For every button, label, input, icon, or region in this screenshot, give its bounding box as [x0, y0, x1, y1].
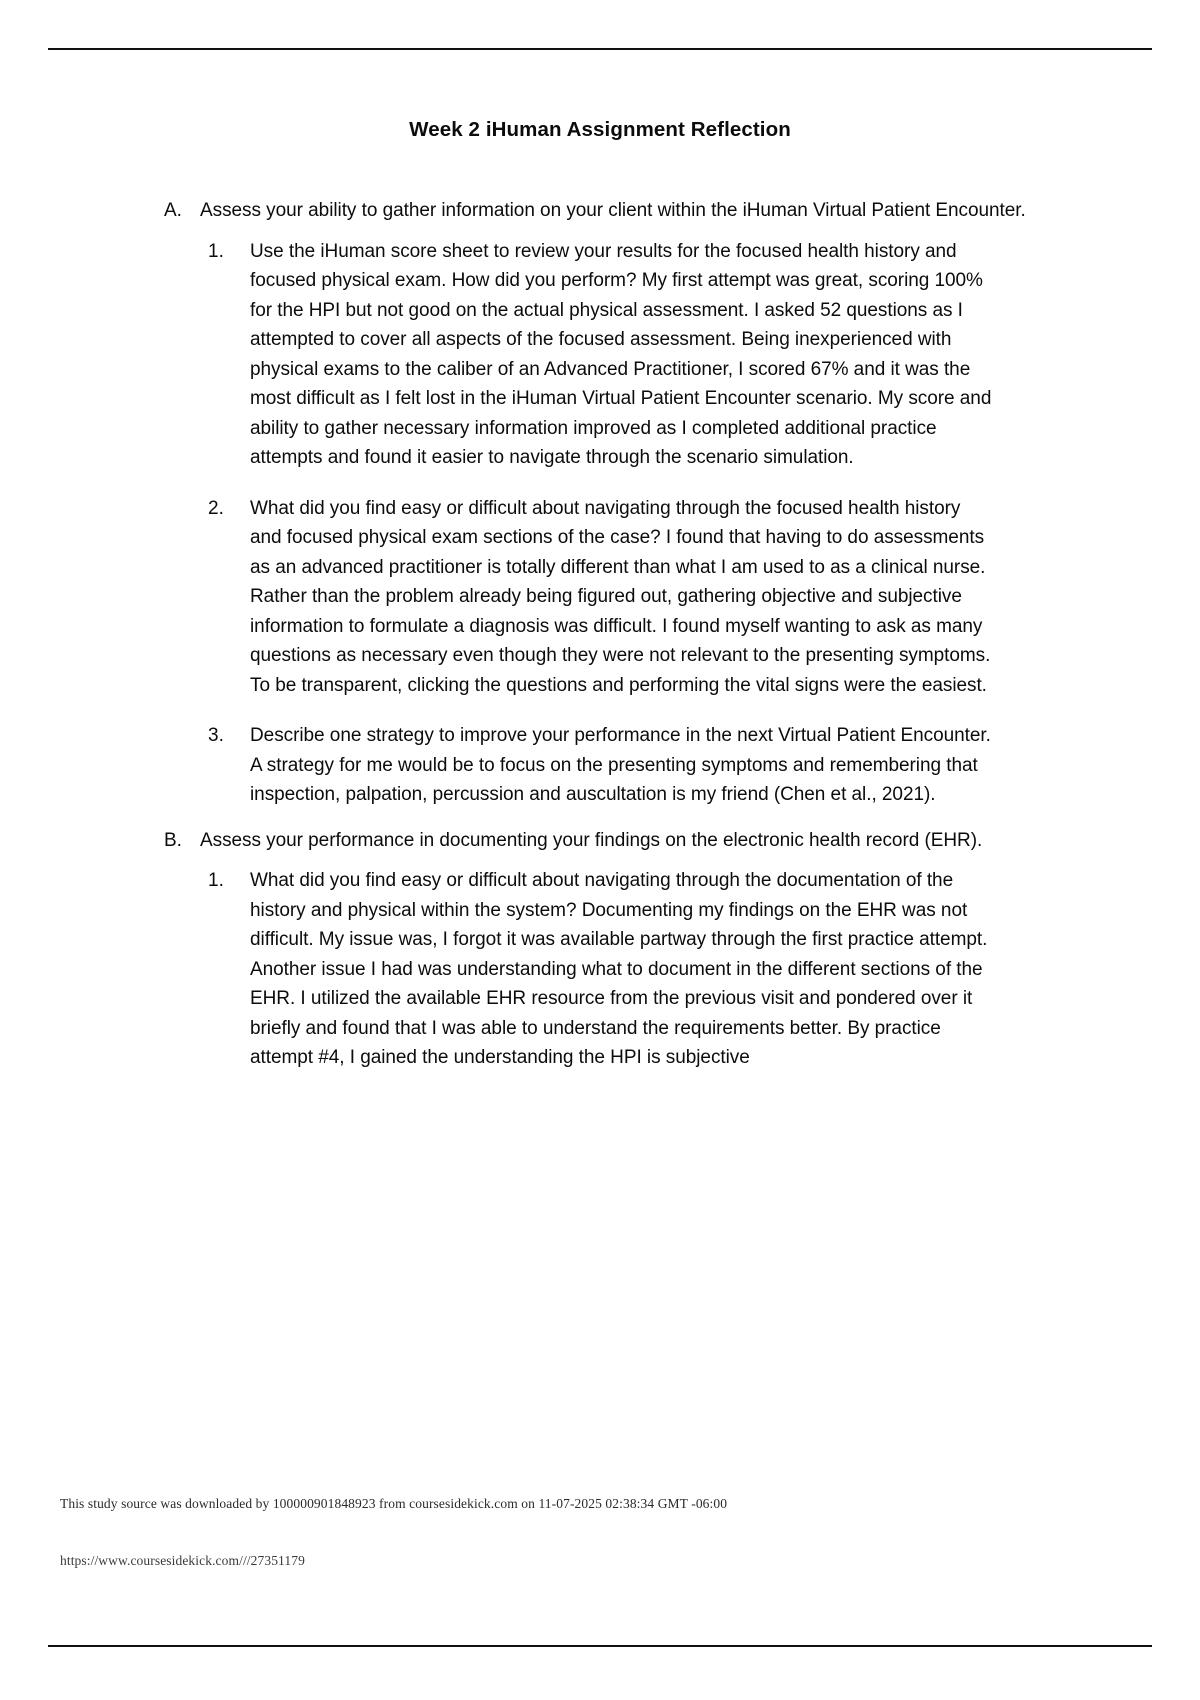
document-body [150, 118, 1050, 1089]
list-item [200, 237, 1050, 473]
item-text: What did you find easy or difficult about navigating through the documentation of the history and physical within the system? Documenting my findings on the EHR was not difficult. My issue was, I forgot it was available partway through the first practice attempt. Another issue I had was understanding what to document in the different sections of the EHR. I utilized the available EHR resource from the previous visit and pondered over it briefly and found that I was able to understand the requirements better. By practice attempt #4, I gained the understanding the HPI is subjective [250, 870, 988, 1068]
item-text: Describe one strategy to improve your performance in the next Virtual Patient Encounter. A strategy for me would be to focus on the presenting symptoms and remembering that inspection, palpation, percussion and auscultation is my friend (Chen et al., 2021). [250, 725, 991, 805]
item-marker: 1. [208, 240, 224, 262]
page-bottom-rule [48, 1645, 1152, 1647]
page-footer [60, 1496, 1140, 1569]
item-text: Use the iHuman score sheet to review your results for the focused health history and focused physical exam. How did you perform? My first attempt was great, scoring 100% for the HPI but not good on the actual physical assessment. I asked 52 questions as I attempted to cover all aspects of the focused assessment. Being inexperienced with physical exams to the caliber of an Advanced Practitioner, I scored 67% and it was the most difficult as I felt lost in the iHuman Virtual Patient Encounter scenario. My score and ability to gather necessary information improved as I completed additional practice attempts and found it easier to navigate through the scenario simulation. [250, 240, 992, 468]
outline-section-b [150, 826, 1050, 1073]
list-item [200, 494, 1050, 701]
section-a-items [200, 237, 1050, 810]
page-title: Week 2 iHuman Assignment Reflection [409, 118, 791, 141]
section-a-heading: Assess your ability to gather information on your client within the iHuman Virtual Patient Encounter. [200, 200, 1026, 221]
section-a-marker: A. [164, 200, 182, 221]
item-marker: 2. [208, 497, 224, 519]
outline-section-a [150, 196, 1050, 810]
outline-list [150, 196, 1050, 1073]
list-item [200, 866, 1050, 1073]
page-top-rule [48, 48, 1152, 50]
item-marker: 3. [208, 725, 224, 746]
section-b-heading: Assess your performance in documenting your findings on the electronic health record (EHR). [200, 829, 983, 851]
list-item [200, 721, 1050, 810]
source-url[interactable]: https://www.coursesidekick.com///27351179 [60, 1553, 305, 1568]
item-marker: 1. [208, 870, 224, 891]
section-b-items [200, 866, 1050, 1073]
item-text: What did you find easy or difficult about navigating through the focused health history and focused physical exam sections of the case? I found that having to do assessments as an advanced practitioner is totally different than what I am used to as a clinical nurse. Rather than the problem already being figured out, gathering objective and subjective information to formulate a diagnosis was difficult. I found myself wanting to ask as many questions as necessary even though they were not relevant to the presenting symptoms. To be transparent, clicking the questions and performing the vital signs were the easiest. [250, 497, 991, 696]
download-notice: This study source was downloaded by 100000901848923 from coursesidekick.com on 11-07-2025 02:38:34 GMT -06:00 [60, 1496, 728, 1511]
section-b-marker: B. [164, 829, 182, 851]
